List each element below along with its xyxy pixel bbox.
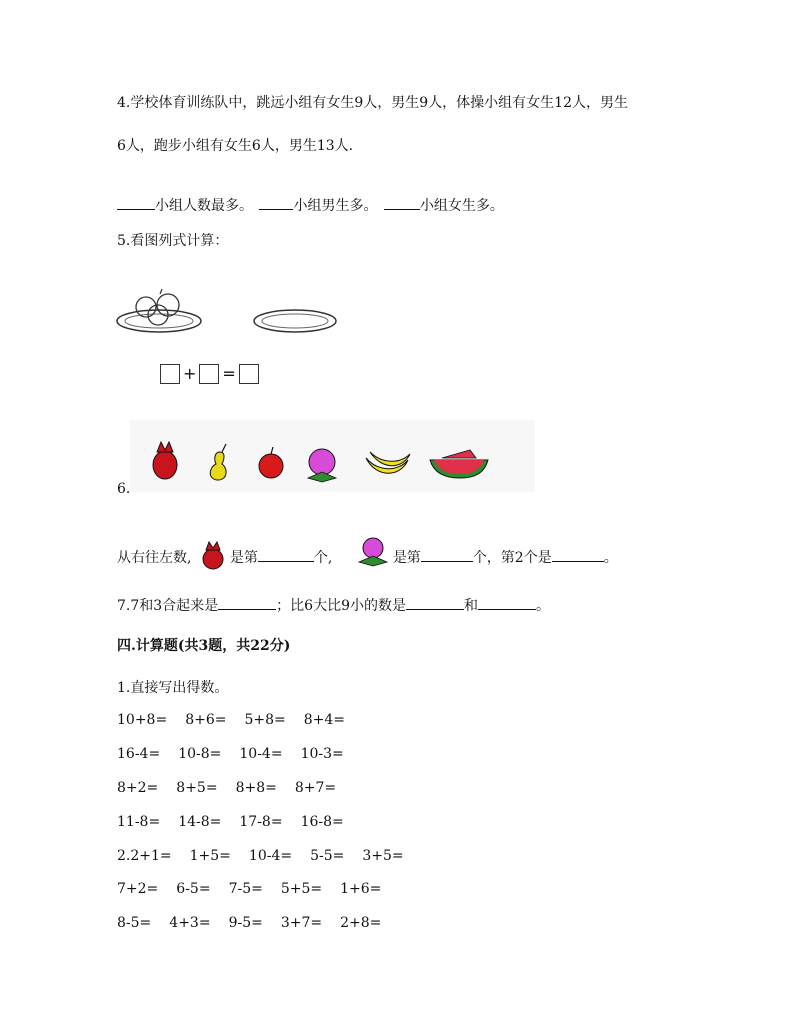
calc-item: 5+8= [244,712,286,728]
peach-icon [355,536,391,568]
calc-item: 10-4= [248,848,293,864]
fruit-row-illustration [130,420,535,492]
q7-and: 和 [464,598,478,614]
calc-item: 1+6= [340,881,382,897]
calc-row [117,780,354,796]
empty-plate-icon [254,310,336,332]
calc-item: 7+2= [117,881,159,897]
answer-blank-c[interactable] [384,195,420,210]
answer-blank-sum[interactable] [218,595,276,610]
calc-item: 10-3= [300,746,344,762]
q6-line [117,536,618,570]
calc-item: 7-5= [228,881,263,897]
calc-item: 17-8= [239,814,283,830]
q4-blank-c-text: 小组女生多。 [419,198,504,214]
q7-end: 。 [536,598,550,614]
q6-part4: 个，第2个是 [472,550,552,566]
equation-boxes [160,363,259,384]
calc-item: 3+5= [362,848,404,864]
q6-number: 6. [117,481,131,497]
calc-item: 1+5= [189,848,231,864]
answer-blank-second[interactable] [552,547,604,562]
pomegranate-icon [200,540,226,570]
q7-line [117,595,550,615]
q4-blank-b-text: 小组男生多。 [293,198,378,214]
section-title: 四.计算题(共3题，共22分) [117,638,291,654]
answer-blank-num1[interactable] [406,595,464,610]
calc-item: 8+2= [117,780,159,796]
plate-with-apples-icon [117,289,201,332]
calc-item: 8+7= [294,780,337,796]
q6-part3: 是第 [392,550,421,566]
answer-box-2[interactable] [199,364,219,384]
calc-item: 9-5= [228,915,263,931]
calc-item: 6-5= [176,881,211,897]
calc-item: 5-5= [310,848,345,864]
answer-box-1[interactable] [160,364,180,384]
plus-sign: + [183,364,197,383]
calc-item: 10-4= [239,746,283,762]
peach-icon [308,449,336,482]
calc-intro: 1.直接写出得数。 [117,680,229,696]
calc-row [117,746,362,762]
calc-item: 8+4= [303,712,346,728]
answer-blank-num2[interactable] [478,595,536,610]
q4-line2: 6人，跑步小组有女生6人，男生13人. [117,138,354,154]
calc-item: 8-5= [117,915,152,931]
answer-blank-a[interactable] [117,195,155,210]
answer-blank-peach[interactable] [421,547,473,562]
q7-mid: ；比6大比9小的数是 [276,598,406,614]
calc-row [117,848,422,864]
calc-item: 10+8= [117,712,168,728]
q4-blank-a-text: 小组人数最多。 [155,198,253,214]
answer-box-3[interactable] [239,364,259,384]
calc-item: 11-8= [117,814,161,830]
answer-blank-pomegranate[interactable] [258,547,314,562]
calc-item: 8+5= [176,780,218,796]
calc-item: 16-8= [300,814,344,830]
q6-part5: 。 [603,550,618,566]
calc-item: 2+8= [340,915,382,931]
calc-item: 8+8= [235,780,277,796]
calc-item: 3+7= [280,915,323,931]
calc-item: 16-4= [117,746,161,762]
calc-item: 2.2+1= [117,848,172,864]
q7-prefix: 7.7和3合起来是 [117,598,219,614]
q5-title: 5.看图列式计算： [117,233,229,249]
plates-illustration [112,285,342,345]
calc-item: 14-8= [178,814,222,830]
calc-row [117,881,399,897]
q4-blanks [117,195,504,215]
q6-part1: 是第 [229,550,258,566]
q4-line1: 4.学校体育训练队中，跳远小组有女生9人，男生9人，体操小组有女生12人，男生 [117,95,628,111]
calc-item: 5+5= [280,881,323,897]
calc-item: 4+3= [169,915,211,931]
q6-prefix: 从右往左数, [117,550,192,566]
calc-row [117,814,362,830]
q6-part2: 个, [313,550,333,566]
calc-item: 8+6= [185,712,227,728]
answer-blank-b[interactable] [259,195,293,210]
equals-sign: = [222,364,236,383]
calc-row [117,915,399,931]
calc-row [117,712,363,728]
calc-item: 10-8= [178,746,222,762]
